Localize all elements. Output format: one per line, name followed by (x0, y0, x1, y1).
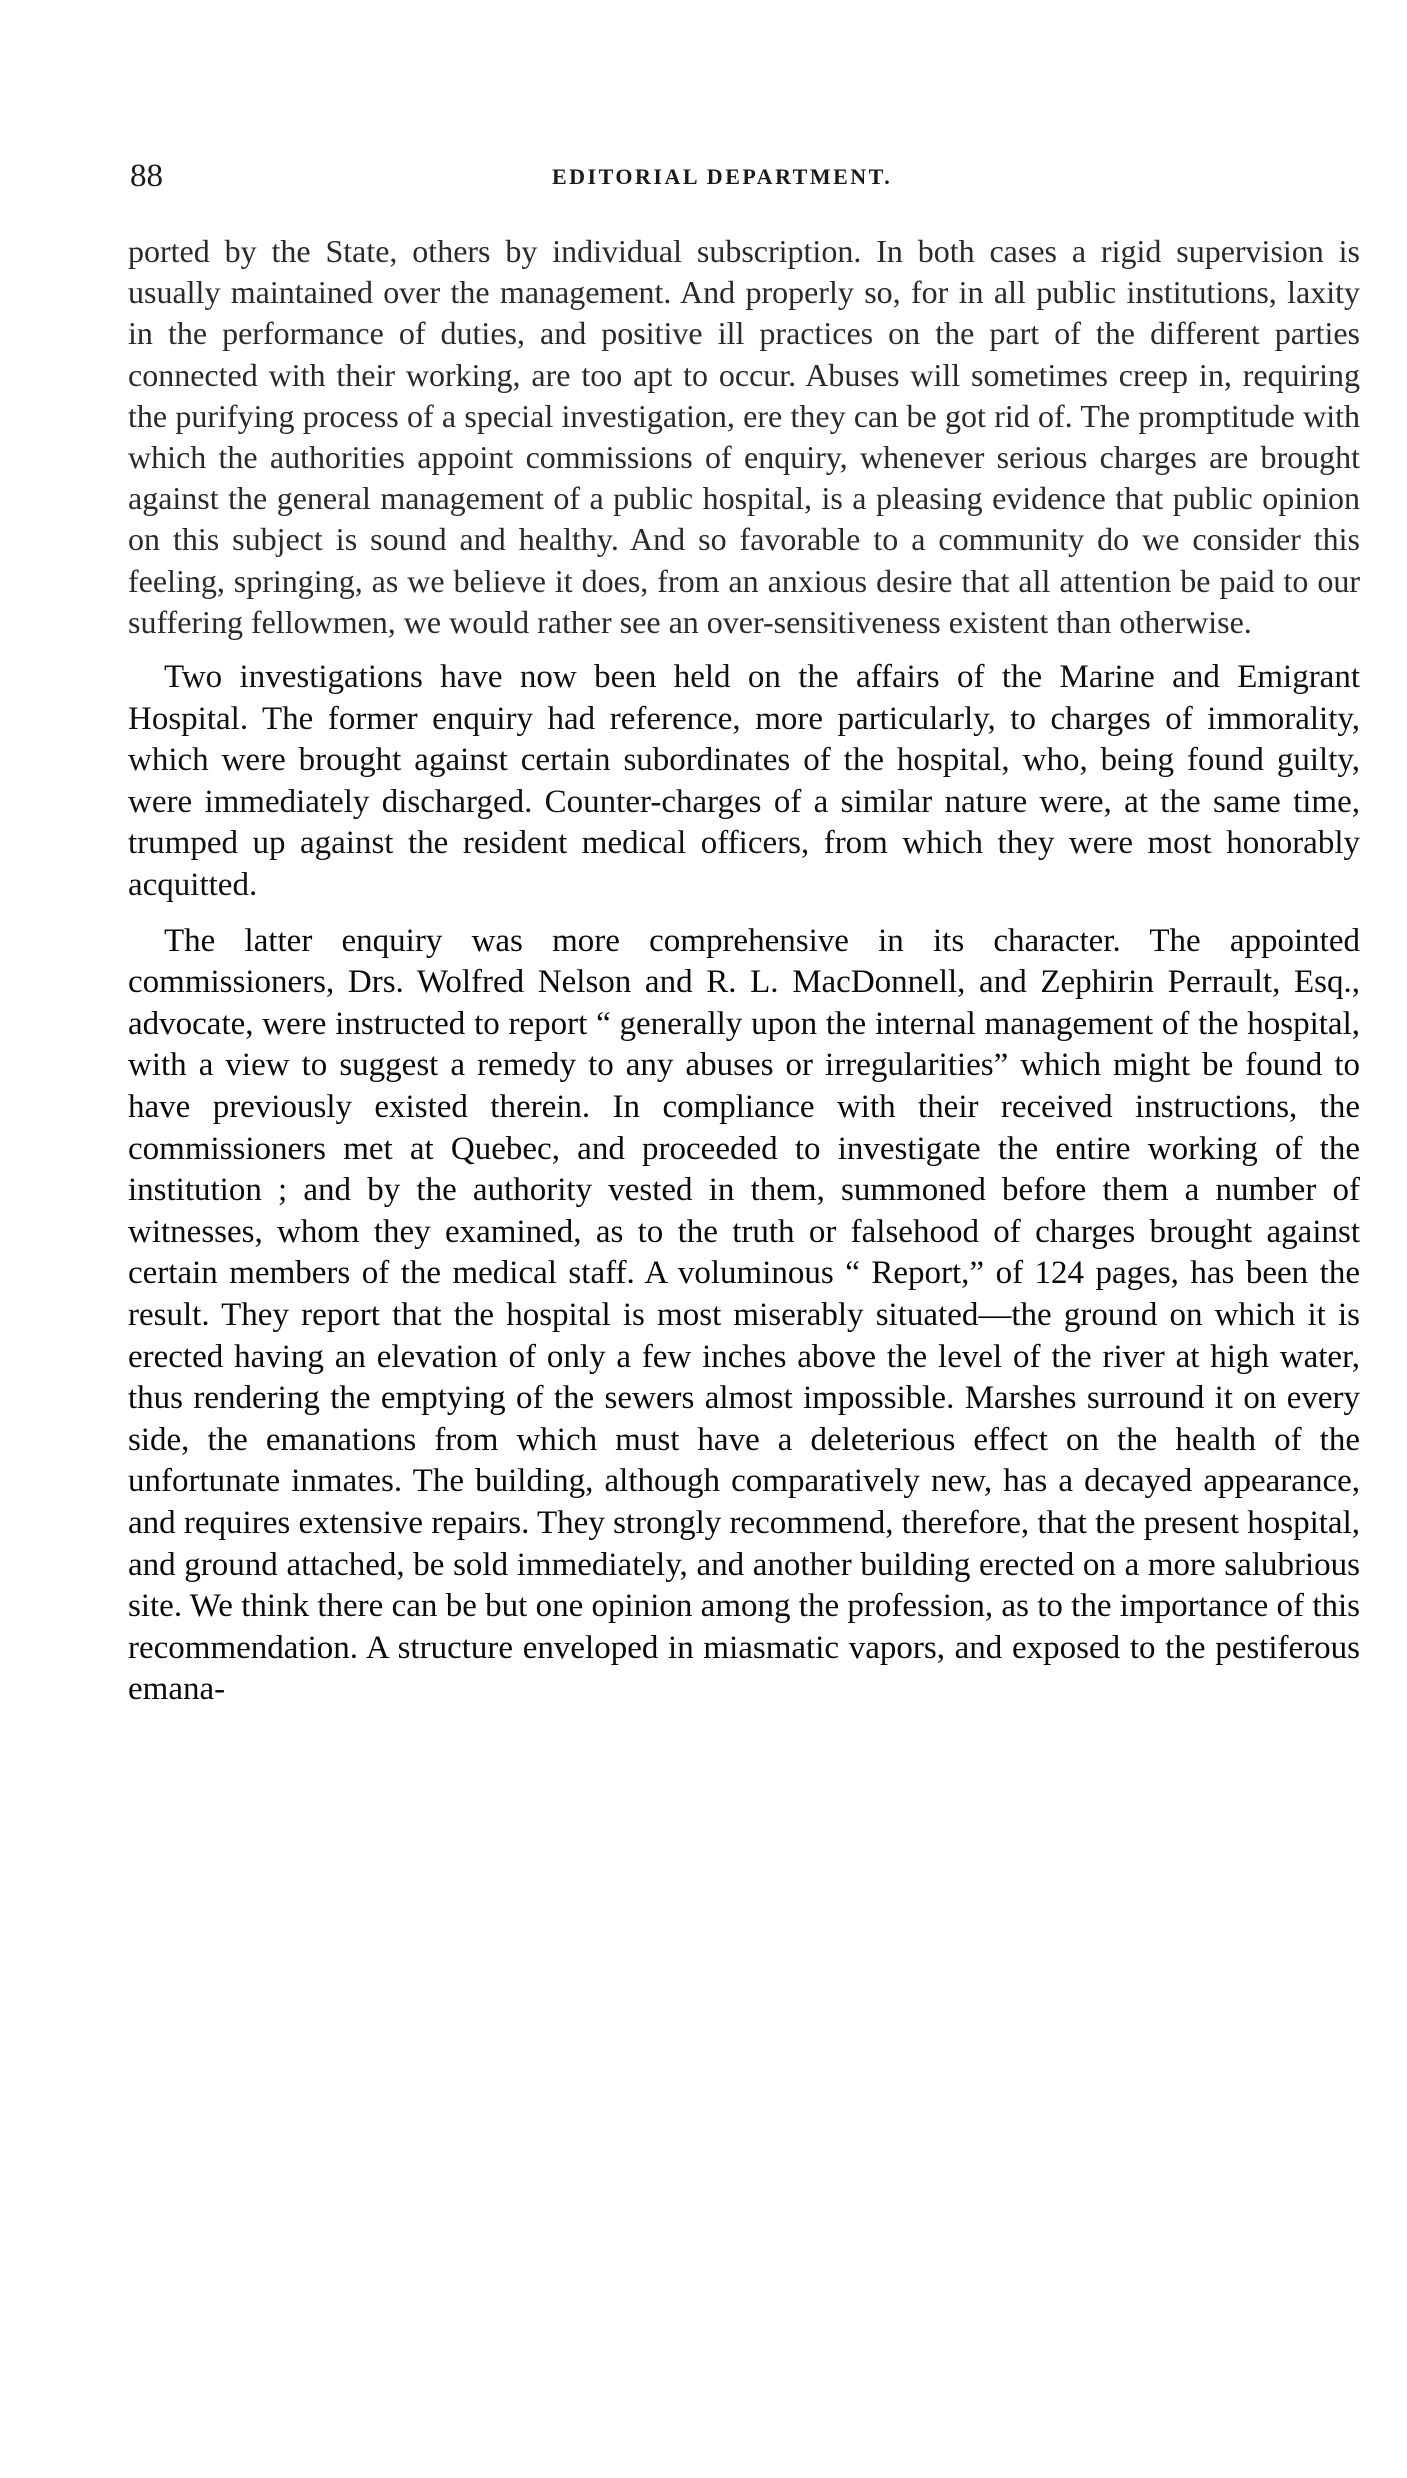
body-text (128, 231, 1360, 1711)
running-title: EDITORIAL DEPARTMENT. (552, 164, 893, 189)
paragraph-latter-enquiry: The latter enquiry was more comprehensive in its character. The appointed commissioners, Drs. Wolfred Nelson and R. L. MacDonnell, and Zephirin Perrault, Esq., advocate, were instructed to report “ generally upon the internal management of the hospital, with a view to suggest a remedy to any abuses or irregularities” which might be found to have previously existed therein. In compliance with their received instructions, the commissioners met at Quebec, and proceeded to investigate the entire working of the institution ; and by the authority vested in them, summoned before them a number of witnesses, whom they examined, as to the truth or falsehood of charges brought against certain members of the medical staff. A voluminous “ Report,” of 124 pages, has been the result. They report that the hospital is most miserably situated—the ground on which it is erected having an elevation of only a few inches above the level of the river at high water, thus rendering the emptying of the sewers almost impossible. Marshes surround it on every side, the emanations from which must have a deleterious effect on the health of the unfortunate inmates. The building, although comparatively new, has a decayed appearance, and requires extensive repairs. They strongly recommend, therefore, that the present hospital, and ground attached, be sold immediately, and another building erected on a more salubrious site. We think there can be but one opinion among the profession, as to the importance of this recommendation. A structure enveloped in miasmatic vapors, and exposed to the pestiferous emana- (128, 922, 1360, 1708)
page-number: 88 (130, 158, 163, 194)
paragraph-investigations: Two investigations have now been held on the affairs of the Marine and Emigrant Hospital. The former enquiry had reference, more particularly, to charges of immorality, which were brought against certain subordinates of the hospital, who, being found guilty, were immediately discharged. Counter-charges of a similar nature were, at the same time, trumped up against the resident medical officers, from which they were most honorably acquitted. (128, 659, 1360, 903)
running-header (130, 158, 1360, 208)
paragraph-continued: ported by the State, others by individual subscription. In both cases a rigid supervision is usually maintained over the management. And properly so, for in all public institutions, laxity in the performance of duties, and positive ill practices on the part of the different parties connected with their working, are too apt to occur. Abuses will sometimes creep in, requiring the purifying process of a special investigation, ere they can be got rid of. The promptitude with which the authorities appoint commissions of enquiry, whenever serious charges are brought against the general management of a public hospital, is a pleasing evidence that public opinion on this subject is sound and healthy. And so favorable to a community do we consider this feeling, springing, as we believe it does, from an anxious desire that all attention be paid to our suffering fellowmen, we would rather see an over-sensitiveness existent than otherwise. (128, 233, 1360, 640)
